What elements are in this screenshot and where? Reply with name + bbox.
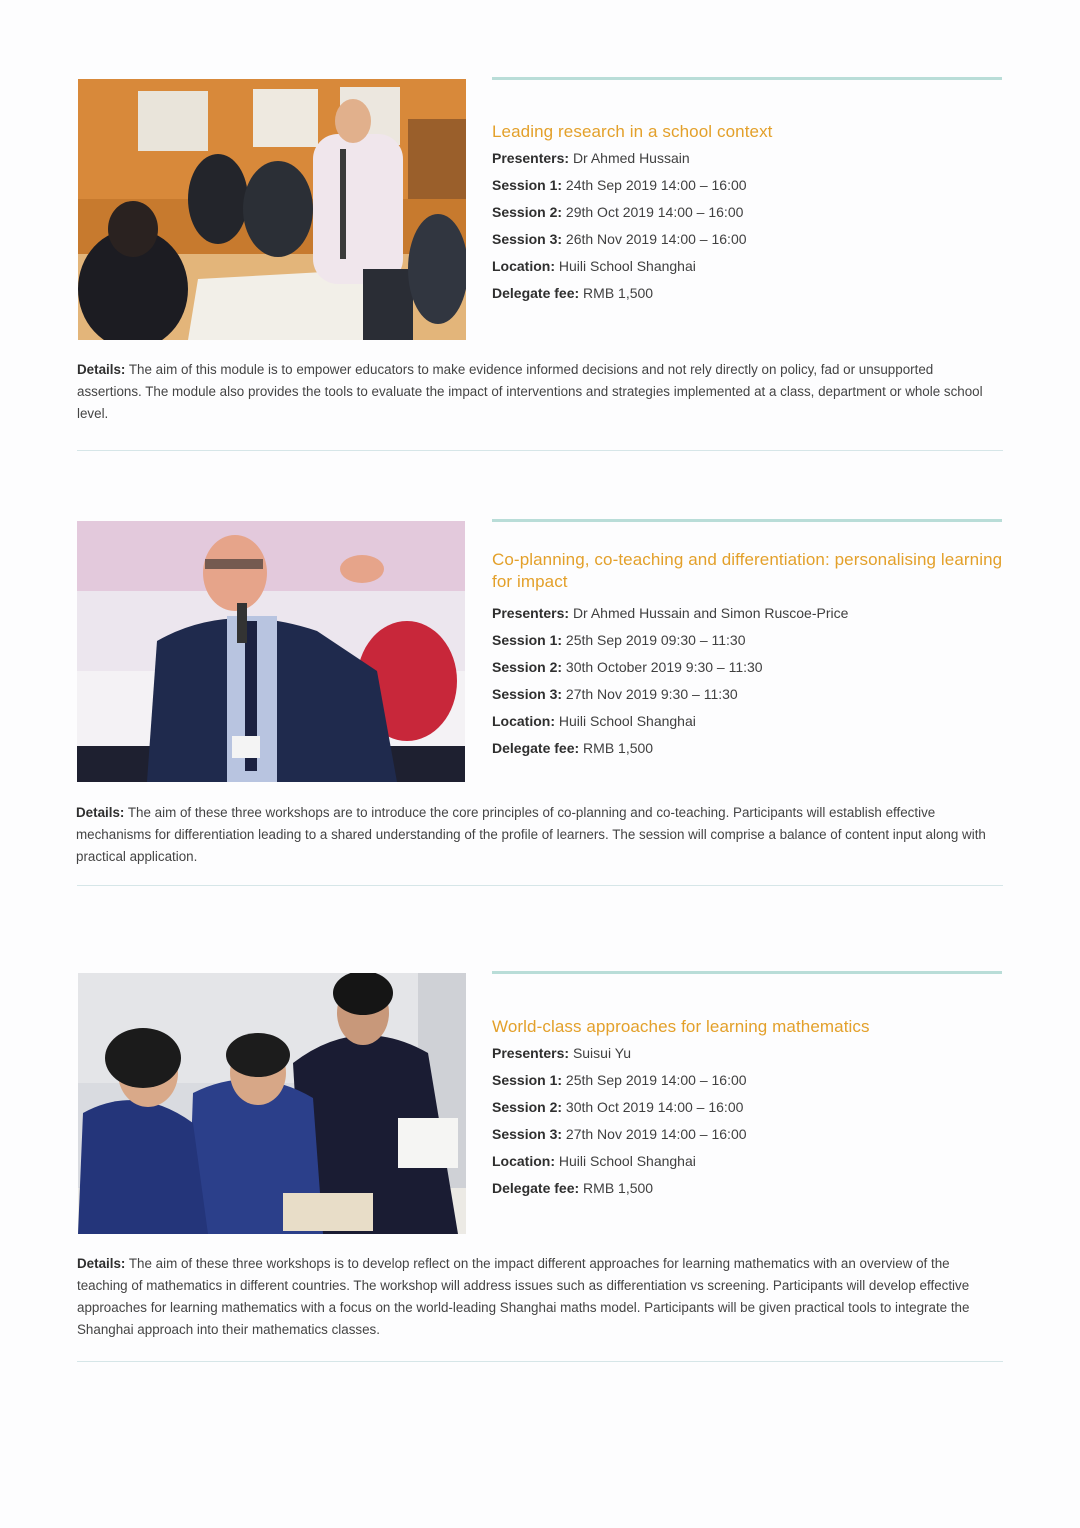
module-3-bottom-rule [77, 1361, 1003, 1362]
module-1-bottom-rule [77, 450, 1003, 451]
module-1-details: Details: The aim of this module is to empower educators to make evidence informed decisions and not rely directly on policy, fad or unsupported assertions. The module also provides the tools to evaluate the impact of interventions and strategies implemented at a class, department or whole school level. [77, 362, 983, 421]
module-3-photo [78, 973, 466, 1234]
module-2-fee: Delegate fee: RMB 1,500 [492, 740, 654, 756]
module-2-details: Details: The aim of these three workshops are to introduce the core principles of co-planning and co-teaching. Participants will establish effective mechanisms for differentiation leading to a shared understanding of the profile of learners. The session will comprise a balance of content input along with practical application. [76, 805, 986, 864]
module-2-title: Co-planning, co-teaching and differentiation: personalising learning for impact [492, 550, 1003, 591]
module-1-session-3: Session 3: 26th Nov 2019 14:00 – 16:00 [492, 231, 747, 247]
module-2-bottom-rule [77, 885, 1003, 886]
module-3-session-3: Session 3: 27th Nov 2019 14:00 – 16:00 [492, 1126, 747, 1142]
module-1-presenters: Presenters: Dr Ahmed Hussain [492, 150, 690, 166]
module-3-session-1: Session 1: 25th Sep 2019 14:00 – 16:00 [492, 1072, 747, 1088]
module-2-session-1: Session 1: 25th Sep 2019 09:30 – 11:30 [492, 632, 746, 648]
module-2-location: Location: Huili School Shanghai [492, 713, 696, 729]
module-1-info [492, 77, 1004, 307]
module-2-session-2: Session 2: 30th October 2019 9:30 – 11:30 [492, 659, 763, 675]
module-3-session-2: Session 2: 30th Oct 2019 14:00 – 16:00 [492, 1099, 744, 1115]
module-1-title: Leading research in a school context [492, 122, 773, 141]
module-2-session-3: Session 3: 27th Nov 2019 9:30 – 11:30 [492, 686, 738, 702]
module-2-top-rule [492, 519, 1002, 522]
module-3-info [492, 971, 1004, 1202]
module-1-location: Location: Huili School Shanghai [492, 258, 696, 274]
module-1-photo [78, 79, 466, 340]
module-3-fee: Delegate fee: RMB 1,500 [492, 1180, 654, 1196]
module-3-title: World-class approaches for learning mathematics [492, 1017, 870, 1036]
module-3-presenters: Presenters: Suisui Yu [492, 1045, 632, 1061]
module-1-fee: Delegate fee: RMB 1,500 [492, 285, 654, 301]
module-3-details: Details: The aim of these three workshops is to develop reflect on the impact different approaches for learning mathematics with an overview of the teaching of mathematics in different countries. The workshop will address issues such as differentiation vs screening. Participants will develop effective approaches for learning mathematics with a focus on the world-leading Shanghai maths model. Participants will be given practical tools to integrate the Shanghai approach into their mathematics classes. [77, 1256, 970, 1337]
module-1-top-rule [492, 77, 1002, 80]
module-1-session-1: Session 1: 24th Sep 2019 14:00 – 16:00 [492, 177, 747, 193]
module-2-photo [77, 521, 465, 782]
module-2-info [492, 519, 1004, 762]
module-1-session-2: Session 2: 29th Oct 2019 14:00 – 16:00 [492, 204, 744, 220]
module-3-top-rule [492, 971, 1002, 974]
module-3-location: Location: Huili School Shanghai [492, 1153, 696, 1169]
module-2-presenters: Presenters: Dr Ahmed Hussain and Simon Ruscoe-Price [492, 605, 849, 621]
